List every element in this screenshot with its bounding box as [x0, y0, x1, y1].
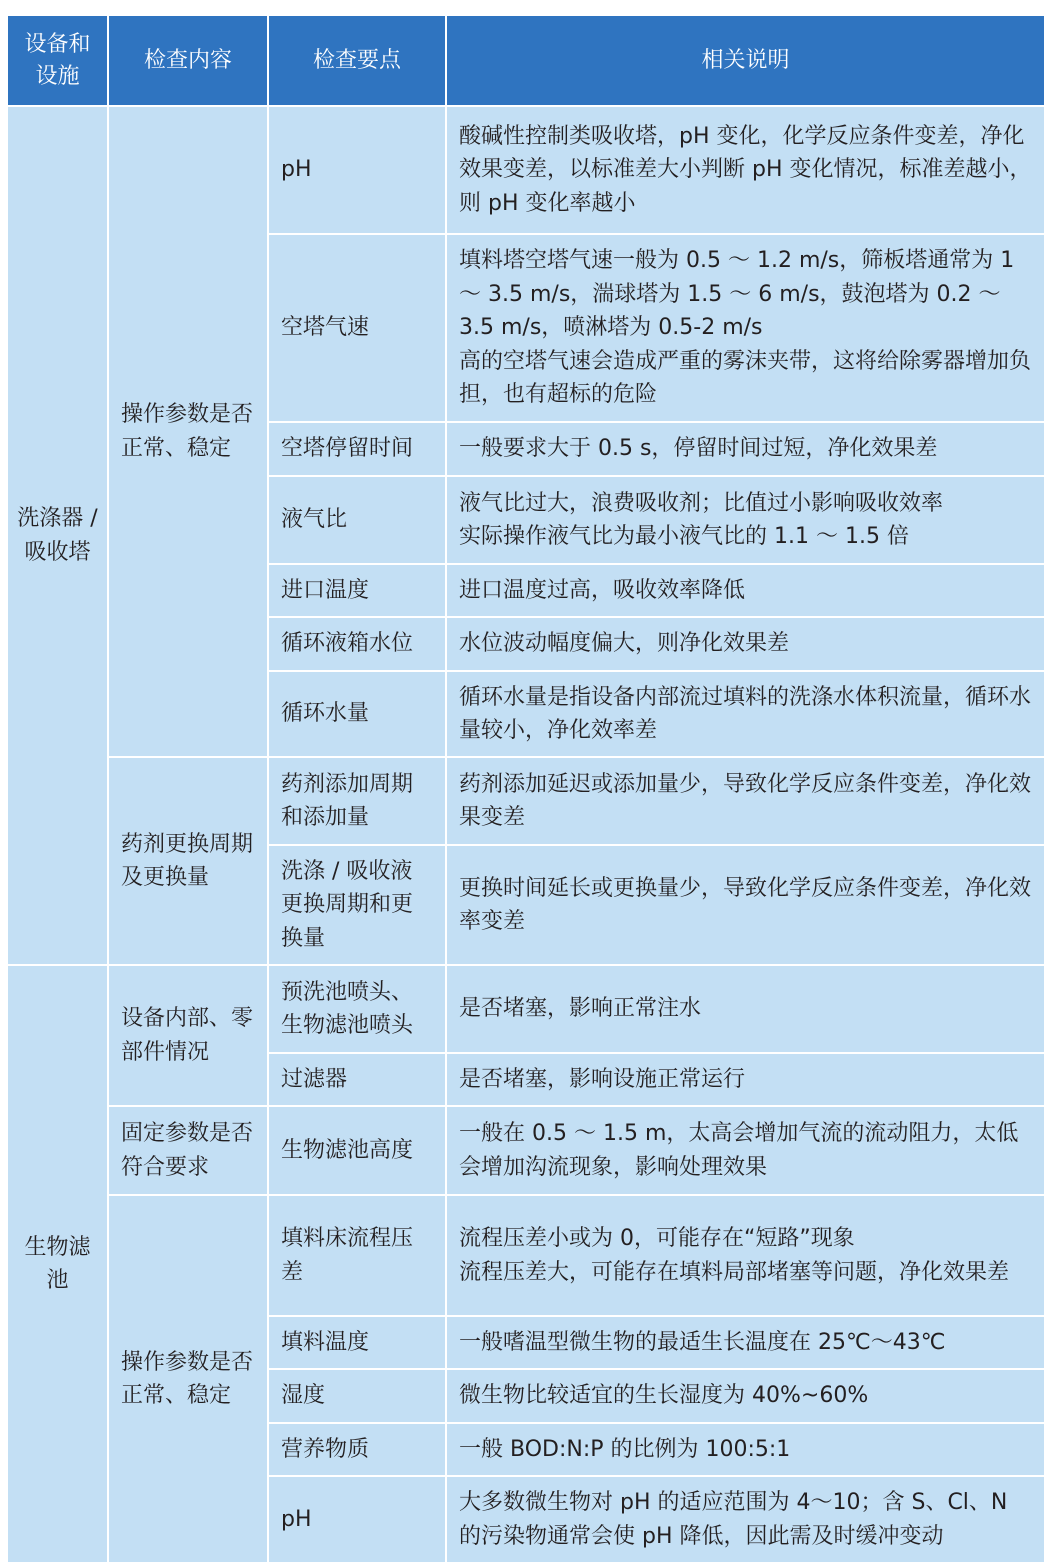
- content-cell: 操作参数是否正常、稳定: [108, 1195, 268, 1562]
- table-row: [8, 757, 1044, 845]
- desc-cell: 是否堵塞，影响设施正常运行: [446, 1053, 1044, 1106]
- point-cell: 填料床流程压差: [268, 1195, 446, 1316]
- desc-cell: 一般嗜温型微生物的最适生长温度在 25℃～43℃: [446, 1316, 1044, 1369]
- desc-cell: 一般 BOD:N:P 的比例为 100:5:1: [446, 1423, 1044, 1476]
- desc-cell: 填料塔空塔气速一般为 0.5 ～ 1.2 m/s，筛板塔通常为 1 ～ 3.5 m/s，湍球塔为 1.5 ～ 6 m/s，鼓泡塔为 0.2 ～ 3.5 m/s，喷淋塔为 0.5-2 m/s 高的空塔气速会造成严重的雾沫夹带，这将给除雾器增加负担，也有超标的危险: [446, 234, 1044, 422]
- desc-cell: 流程压差小或为 0，可能存在“短路”现象 流程压差大，可能存在填料局部堵塞等问题，净化效果差: [446, 1195, 1044, 1316]
- desc-cell: 是否堵塞，影响正常注水: [446, 965, 1044, 1053]
- header-equipment: 设备和设施: [8, 16, 108, 106]
- content-cell: 设备内部、零部件情况: [108, 965, 268, 1106]
- point-cell: 湿度: [268, 1369, 446, 1423]
- desc-cell: 进口温度过高，吸收效率降低: [446, 564, 1044, 617]
- point-cell: 过滤器: [268, 1053, 446, 1106]
- point-cell: pH: [268, 1476, 446, 1562]
- inspection-table: [8, 16, 1044, 1562]
- desc-cell: 一般要求大于 0.5 s，停留时间过短，净化效果差: [446, 422, 1044, 476]
- header-row: [8, 16, 1044, 106]
- point-cell: 循环水量: [268, 671, 446, 757]
- table-row: [8, 1195, 1044, 1316]
- content-cell: 药剂更换周期及更换量: [108, 757, 268, 965]
- point-cell: 空塔气速: [268, 234, 446, 422]
- point-cell: 营养物质: [268, 1423, 446, 1476]
- header-point: 检查要点: [268, 16, 446, 106]
- content-cell: 固定参数是否符合要求: [108, 1106, 268, 1195]
- point-cell: 循环液箱水位: [268, 617, 446, 671]
- point-cell: 生物滤池高度: [268, 1106, 446, 1195]
- point-cell: 洗涤 / 吸收液更换周期和更换量: [268, 845, 446, 965]
- table-row: [8, 106, 1044, 234]
- desc-cell: 水位波动幅度偏大，则净化效果差: [446, 617, 1044, 671]
- table-row: [8, 965, 1044, 1053]
- desc-cell: 循环水量是指设备内部流过填料的洗涤水体积流量，循环水量较小，净化效率差: [446, 671, 1044, 757]
- point-cell: 预洗池喷头、生物滤池喷头: [268, 965, 446, 1053]
- point-cell: 进口温度: [268, 564, 446, 617]
- equipment-cell: 生物滤池: [8, 965, 108, 1562]
- desc-cell: 微生物比较适宜的生长湿度为 40%~60%: [446, 1369, 1044, 1423]
- table-body: [8, 106, 1044, 1562]
- desc-cell: 大多数微生物对 pH 的适应范围为 4～10；含 S、Cl、N 的污染物通常会使 pH 降低，因此需及时缓冲变动: [446, 1476, 1044, 1562]
- desc-cell: 酸碱性控制类吸收塔，pH 变化，化学反应条件变差，净化效果变差，以标准差大小判断 pH 变化情况，标准差越小，则 pH 变化率越小: [446, 106, 1044, 234]
- point-cell: 空塔停留时间: [268, 422, 446, 476]
- equipment-cell: 洗涤器 / 吸收塔: [8, 106, 108, 965]
- point-cell: 药剂添加周期和添加量: [268, 757, 446, 845]
- desc-cell: 液气比过大，浪费吸收剂；比值过小影响吸收效率 实际操作液气比为最小液气比的 1.1 ～ 1.5 倍: [446, 476, 1044, 564]
- table-row: [8, 1106, 1044, 1195]
- desc-cell: 一般在 0.5 ～ 1.5 m，太高会增加气流的流动阻力，太低会增加沟流现象，影响处理效果: [446, 1106, 1044, 1195]
- point-cell: 液气比: [268, 476, 446, 564]
- point-cell: pH: [268, 106, 446, 234]
- content-cell: 操作参数是否正常、稳定: [108, 106, 268, 757]
- point-cell: 填料温度: [268, 1316, 446, 1369]
- desc-cell: 更换时间延长或更换量少，导致化学反应条件变差，净化效率变差: [446, 845, 1044, 965]
- header-content: 检查内容: [108, 16, 268, 106]
- desc-cell: 药剂添加延迟或添加量少，导致化学反应条件变差，净化效果变差: [446, 757, 1044, 845]
- header-description: 相关说明: [446, 16, 1044, 106]
